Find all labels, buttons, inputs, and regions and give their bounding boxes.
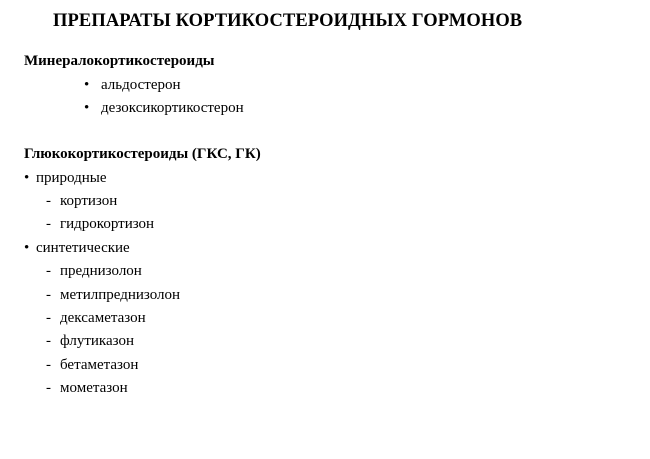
glucocorticoids-heading: Глюкокортикостероиды (ГКС, ГК) (24, 146, 261, 162)
dash-icon: - (46, 380, 51, 396)
group-label (24, 169, 107, 187)
group-label (24, 239, 130, 257)
list-item-label: альдостерон (101, 77, 181, 93)
bullet-icon: • (24, 240, 30, 256)
bullet-icon: • (84, 100, 90, 116)
dash-icon: - (46, 287, 51, 303)
mineralocorticoids-heading: Минералокортикостероиды (24, 53, 215, 69)
list-item (46, 262, 142, 280)
list-item (84, 99, 244, 117)
bullet-icon: • (24, 170, 30, 186)
list-item (46, 215, 154, 233)
group-label-text: природные (36, 170, 107, 186)
list-item (46, 286, 180, 304)
list-item-label: дезоксикортикостерон (101, 100, 244, 116)
list-item-label: преднизолон (60, 263, 142, 279)
list-item (46, 332, 134, 350)
list-item-label: метилпреднизолон (60, 287, 181, 303)
dash-icon: - (46, 310, 51, 326)
dash-icon: - (46, 216, 51, 232)
list-item-label: гидрокортизон (60, 216, 155, 232)
dash-icon: - (46, 333, 51, 349)
list-item (46, 356, 138, 374)
list-item (84, 76, 181, 94)
list-item (46, 309, 146, 327)
list-item (46, 379, 128, 397)
page-title: ПРЕПАРАТЫ КОРТИКОСТЕРОИДНЫХ ГОРМОНОВ (53, 11, 523, 31)
list-item-label: флутиказон (60, 333, 134, 349)
list-item-label: мометазон (60, 380, 128, 396)
dash-icon: - (46, 193, 51, 209)
dash-icon: - (46, 357, 51, 373)
list-item-label: бетаметазон (60, 357, 139, 373)
list-item-label: кортизон (60, 193, 118, 209)
bullet-icon: • (84, 77, 90, 93)
list-item (46, 192, 117, 210)
dash-icon: - (46, 263, 51, 279)
list-item-label: дексаметазон (60, 310, 146, 326)
group-label-text: синтетические (36, 240, 130, 256)
